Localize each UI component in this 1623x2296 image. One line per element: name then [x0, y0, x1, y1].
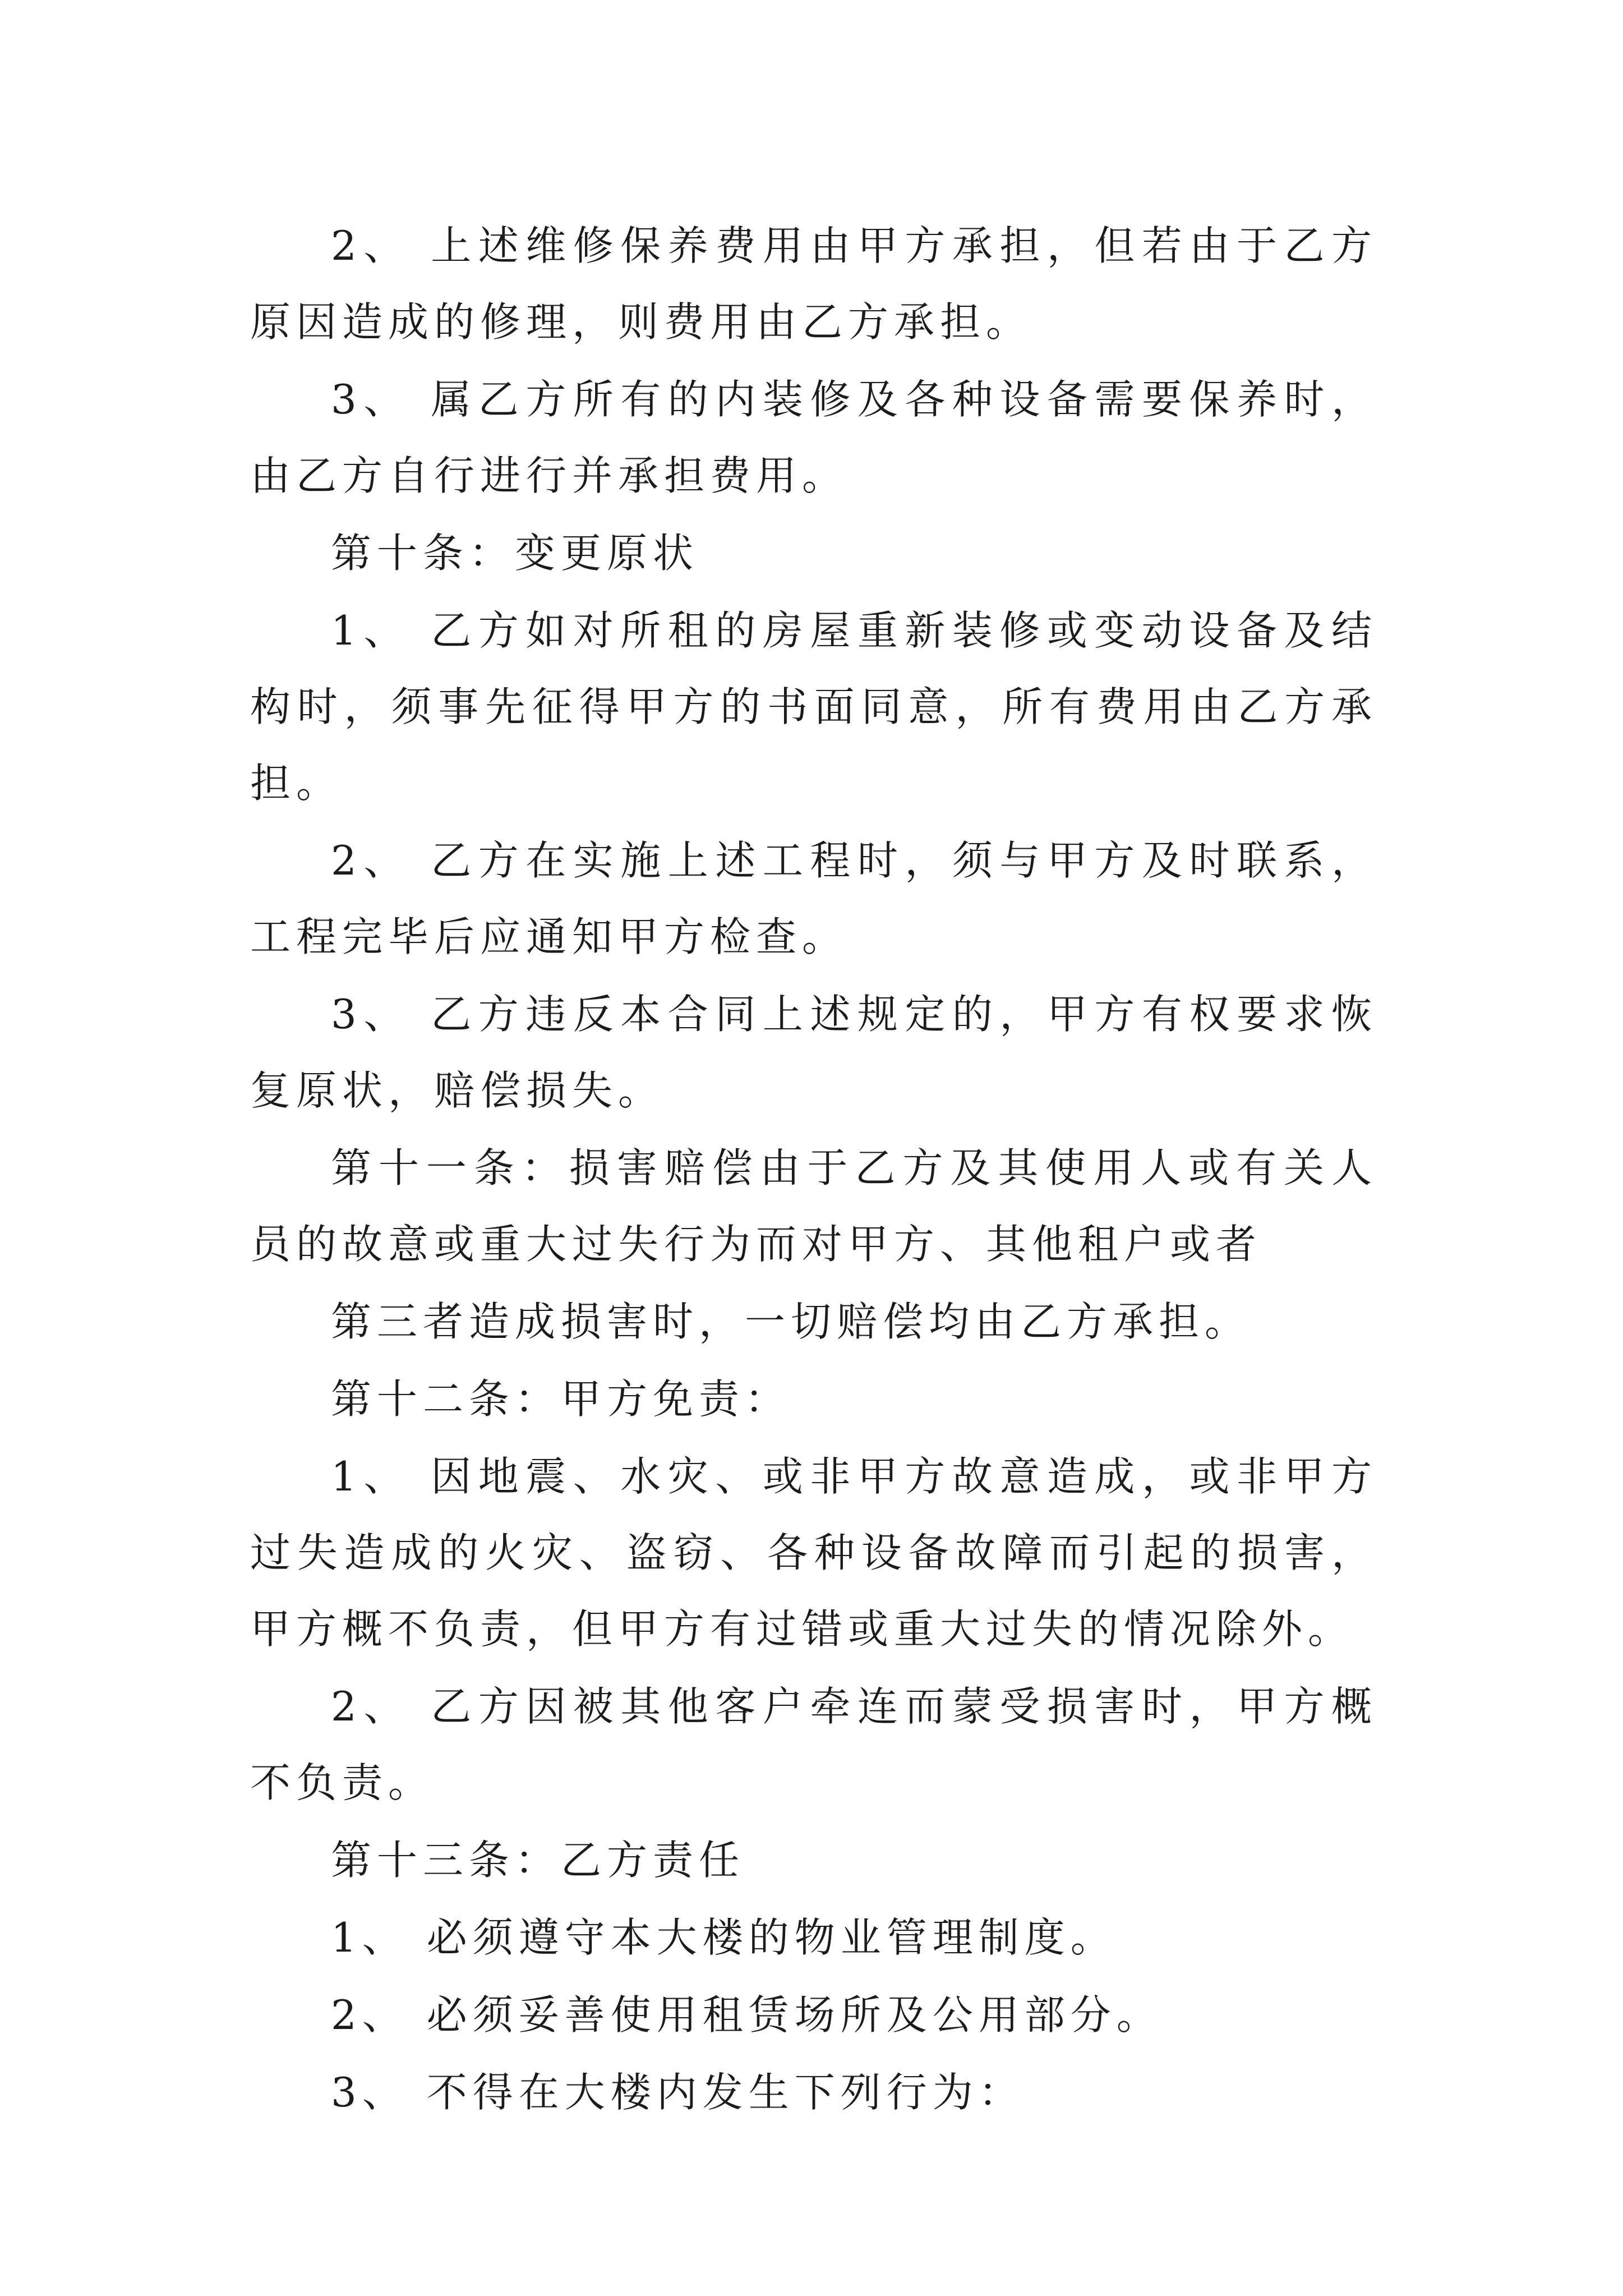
section-heading: 第十条：变更原状	[331, 530, 699, 577]
document-body	[250, 208, 1377, 2132]
paragraph: 2、 乙方因被其他客户牵连而蒙受损害时，甲方概不负责。	[250, 1683, 1377, 1806]
paragraph: 3、 乙方违反本合同上述规定的，甲方有权要求恢复原状，赔偿损失。	[250, 991, 1377, 1114]
section-heading: 第十三条：乙方责任	[331, 1837, 745, 1884]
paragraph: 第三者造成损害时，一切赔偿均由乙方承担。	[331, 1298, 1251, 1345]
section-heading: 第十一条：损害赔偿由于乙方及其使用人或有关人员的故意或重大过失行为而对甲方、其他租户或者	[250, 1144, 1377, 1268]
paragraph: 3、 属乙方所有的内装修及各种设备需要保养时，由乙方自行进行并承担费用。	[250, 376, 1377, 499]
paragraph: 2、 必须妥善使用租赁场所及公用部分。	[331, 1991, 1163, 2039]
paragraph: 1、 乙方如对所租的房屋重新装修或变动设备及结构时，须事先征得甲方的书面同意，所有费用由乙方承担。	[250, 607, 1377, 807]
paragraph: 2、 上述维修保养费用由甲方承担，但若由于乙方原因造成的修理，则费用由乙方承担。	[250, 222, 1377, 346]
paragraph: 1、 因地震、水灾、或非甲方故意造成，或非甲方过失造成的火灾、盗窃、各种设备故障而引起的损害，甲方概不负责，但甲方有过错或重大过失的情况除外。	[250, 1453, 1377, 1653]
section-heading: 第十二条：甲方免责：	[331, 1375, 791, 1423]
paragraph: 3、 不得在大楼内发生下列行为：	[331, 2069, 1025, 2116]
paragraph: 2、 乙方在实施上述工程时，须与甲方及时联系，工程完毕后应通知甲方检查。	[250, 837, 1377, 960]
paragraph: 1、 必须遵守本大楼的物业管理制度。	[331, 1914, 1117, 1961]
